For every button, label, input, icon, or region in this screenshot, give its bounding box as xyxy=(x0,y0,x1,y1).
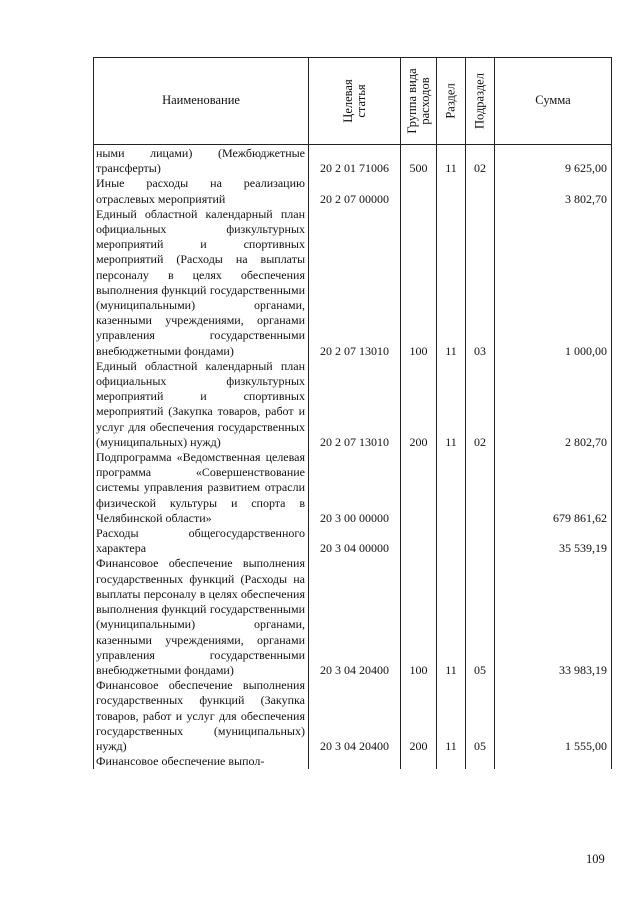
table-header-row xyxy=(94,58,612,145)
row-expense-group: 200 xyxy=(401,678,437,754)
row-sum: 9 625,00 xyxy=(495,145,612,177)
row-name: Финансовое обеспечение выпол- xyxy=(94,754,309,769)
row-name: Единый областной календарный план официальных физкультурных мероприятий и спортивных мероприятий (Расходы на выплаты персоналу в целях обеспечения выполнения функций государственными (муниципальными) органами, казенными учреждениями, органами управления государственными внебюджетными фондами) xyxy=(94,207,309,359)
table-row xyxy=(94,207,612,359)
header-subsection xyxy=(466,58,495,145)
row-name: ными лицами) (Межбюджетные трансферты) xyxy=(94,145,309,177)
row-subsection: 05 xyxy=(466,678,495,754)
header-name: Наименование xyxy=(94,58,309,145)
row-subsection: 03 xyxy=(466,207,495,359)
row-name: Финансовое обеспечение выполнения государственных функций (Закупка товаров, работ и услуг для обеспечения государственных (муниципальных) нужд) xyxy=(94,678,309,754)
row-expense-group xyxy=(401,450,437,526)
table-row xyxy=(94,556,612,678)
row-sum: 2 802,70 xyxy=(495,359,612,450)
row-section xyxy=(437,176,466,206)
row-subsection xyxy=(466,754,495,769)
row-section xyxy=(437,754,466,769)
header-section xyxy=(437,58,466,145)
row-section: 11 xyxy=(437,207,466,359)
row-section: 11 xyxy=(437,678,466,754)
row-expense-group xyxy=(401,176,437,206)
table-row xyxy=(94,526,612,556)
header-section-label: Раздел xyxy=(443,83,458,119)
header-expense-group xyxy=(401,58,437,145)
row-target-article: 20 3 04 20400 xyxy=(309,678,401,754)
row-sum: 3 802,70 xyxy=(495,176,612,206)
row-section: 11 xyxy=(437,145,466,177)
row-target-article: 20 2 07 00000 xyxy=(309,176,401,206)
header-subsection-label: Подраздел xyxy=(472,73,487,129)
row-expense-group xyxy=(401,754,437,769)
row-name: Расходы общегосударственного характера xyxy=(94,526,309,556)
row-subsection: 02 xyxy=(466,145,495,177)
row-target-article: 20 2 01 71006 xyxy=(309,145,401,177)
header-expense-group-line1: Группа вида xyxy=(404,68,419,134)
row-sum: 1 555,00 xyxy=(495,678,612,754)
row-target-article: 20 2 07 13010 xyxy=(309,359,401,450)
row-section xyxy=(437,526,466,556)
row-name: Подпрограмма «Ведомственная целевая программа «Совершенствование системы управления развитием отрасли физической культуры и спорта в Челябинской области» xyxy=(94,450,309,526)
row-sum: 1 000,00 xyxy=(495,207,612,359)
row-expense-group: 100 xyxy=(401,556,437,678)
header-sum: Сумма xyxy=(495,58,612,145)
row-target-article xyxy=(309,754,401,769)
row-target-article: 20 3 04 20400 xyxy=(309,556,401,678)
row-target-article: 20 2 07 13010 xyxy=(309,207,401,359)
table-row xyxy=(94,678,612,754)
row-subsection xyxy=(466,450,495,526)
table-row xyxy=(94,450,612,526)
row-expense-group xyxy=(401,526,437,556)
row-target-article: 20 3 00 00000 xyxy=(309,450,401,526)
row-name: Иные расходы на реализацию отраслевых мероприятий xyxy=(94,176,309,206)
row-name: Единый областной календарный план официальных физкультурных мероприятий и спортивных мероприятий (Закупка товаров, работ и услуг для обеспечения государственных (муниципальных) нужд) xyxy=(94,359,309,450)
header-target-article-line1: Целевая xyxy=(340,79,355,123)
header-expense-group-line2: расходов xyxy=(417,77,432,125)
table-row xyxy=(94,359,612,450)
row-subsection xyxy=(466,526,495,556)
row-section: 11 xyxy=(437,359,466,450)
row-expense-group: 100 xyxy=(401,207,437,359)
row-section xyxy=(437,450,466,526)
row-sum xyxy=(495,754,612,769)
row-subsection: 05 xyxy=(466,556,495,678)
page-number: 109 xyxy=(586,852,605,866)
row-subsection: 02 xyxy=(466,359,495,450)
header-target-article-line2: статья xyxy=(353,84,368,118)
table-row xyxy=(94,754,612,769)
row-expense-group: 500 xyxy=(401,145,437,177)
table-row xyxy=(94,176,612,206)
row-section: 11 xyxy=(437,556,466,678)
row-expense-group: 200 xyxy=(401,359,437,450)
row-subsection xyxy=(466,176,495,206)
row-sum: 679 861,62 xyxy=(495,450,612,526)
row-sum: 35 539,19 xyxy=(495,526,612,556)
table-row xyxy=(94,145,612,177)
budget-table xyxy=(93,57,612,769)
header-target-article xyxy=(309,58,401,145)
row-name: Финансовое обеспечение выполнения государственных функций (Расходы на выплаты персоналу в целях обеспечения выполнения функций государственными (муниципальными) органами, казенными учреждениями, органами управления государственными внебюджетными фондами) xyxy=(94,556,309,678)
row-sum: 33 983,19 xyxy=(495,556,612,678)
row-target-article: 20 3 04 00000 xyxy=(309,526,401,556)
